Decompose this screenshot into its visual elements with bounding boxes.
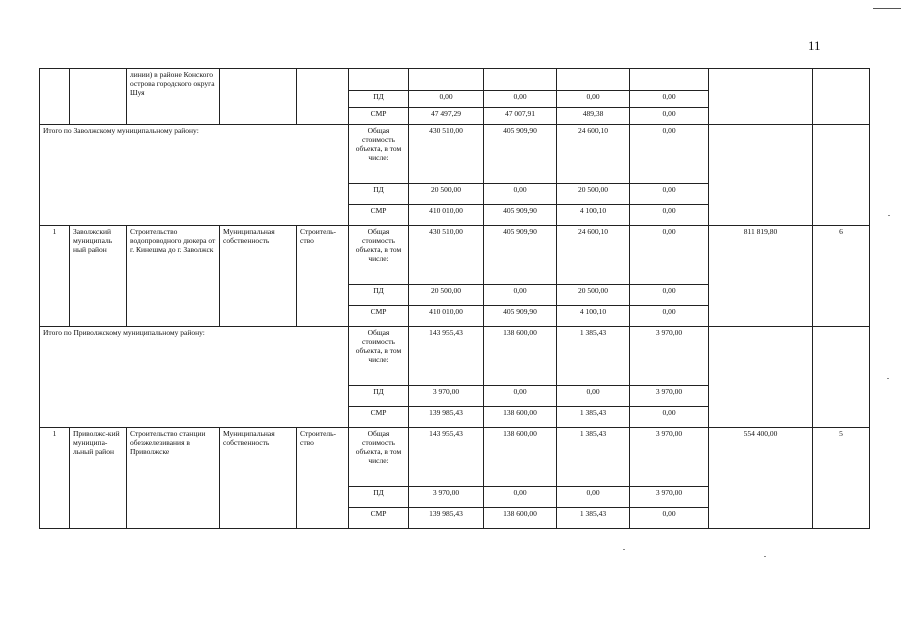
table-row: СМР 410 010,00 405 909,90 4 100,10 0,00 <box>40 205 870 226</box>
table-row: СМР 47 497,29 47 007,91 489,38 0,00 <box>40 108 870 125</box>
table-row: ПД 20 500,00 0,00 20 500,00 0,00 <box>40 285 870 306</box>
table-row: ПД 0,00 0,00 0,00 0,00 <box>40 91 870 108</box>
scan-artifact <box>888 215 890 216</box>
table-row: 1 Заволжский муниципаль ный район Строительство водопроводного дюкера от г. Кинешма до г. Заволжск Муниципальная собственность Строитель-ство Общая стоимость объекта, в том числе: 430 510,00 405 909,90 24 600,10 0,00 811 819,80 6 <box>40 226 870 285</box>
table-row: ПД 20 500,00 0,00 20 500,00 0,00 <box>40 184 870 205</box>
page-number: 11 <box>808 38 821 53</box>
table-row: Итого по Заволжскому муниципальному району: Общая стоимость объекта, в том числе: 430 510,00 405 909,90 24 600,10 0,00 <box>40 125 870 184</box>
table-row: ПД 3 970,00 0,00 0,00 3 970,00 <box>40 487 870 508</box>
table-row: СМР 139 985,43 138 600,00 1 385,43 0,00 <box>40 508 870 529</box>
scan-artifact <box>887 378 889 379</box>
table-row: СМР 410 010,00 405 909,90 4 100,10 0,00 <box>40 306 870 327</box>
subtotal-label: Итого по Приволжскому муниципальному району: <box>40 327 349 428</box>
subtotal-label: Итого по Заволжскому муниципальному району: <box>40 125 349 226</box>
scan-artifact <box>873 8 901 9</box>
table-row: Итого по Приволжскому муниципальному району: Общая стоимость объекта, в том числе: 143 955,43 138 600,00 1 385,43 3 970,00 <box>40 327 870 386</box>
investment-table <box>39 68 870 529</box>
table-row: ПД 3 970,00 0,00 0,00 3 970,00 <box>40 386 870 407</box>
table-row <box>40 69 870 91</box>
object-name-cell: линии) в районе Конского острова городского округа Шуя <box>127 69 220 125</box>
table-row: 1 Приволжс-кий муниципа-льный район Строительство станции обезжелезивания в Приволжске Муниципальная собственность Строитель-ство Общая стоимость объекта, в том числе: 143 955,43 138 600,00 1 385,43 3 970,00 554 400,00 5 <box>40 428 870 487</box>
scan-artifact <box>764 556 766 557</box>
scan-artifact <box>623 549 625 550</box>
table-row: СМР 139 985,43 138 600,00 1 385,43 0,00 <box>40 407 870 428</box>
